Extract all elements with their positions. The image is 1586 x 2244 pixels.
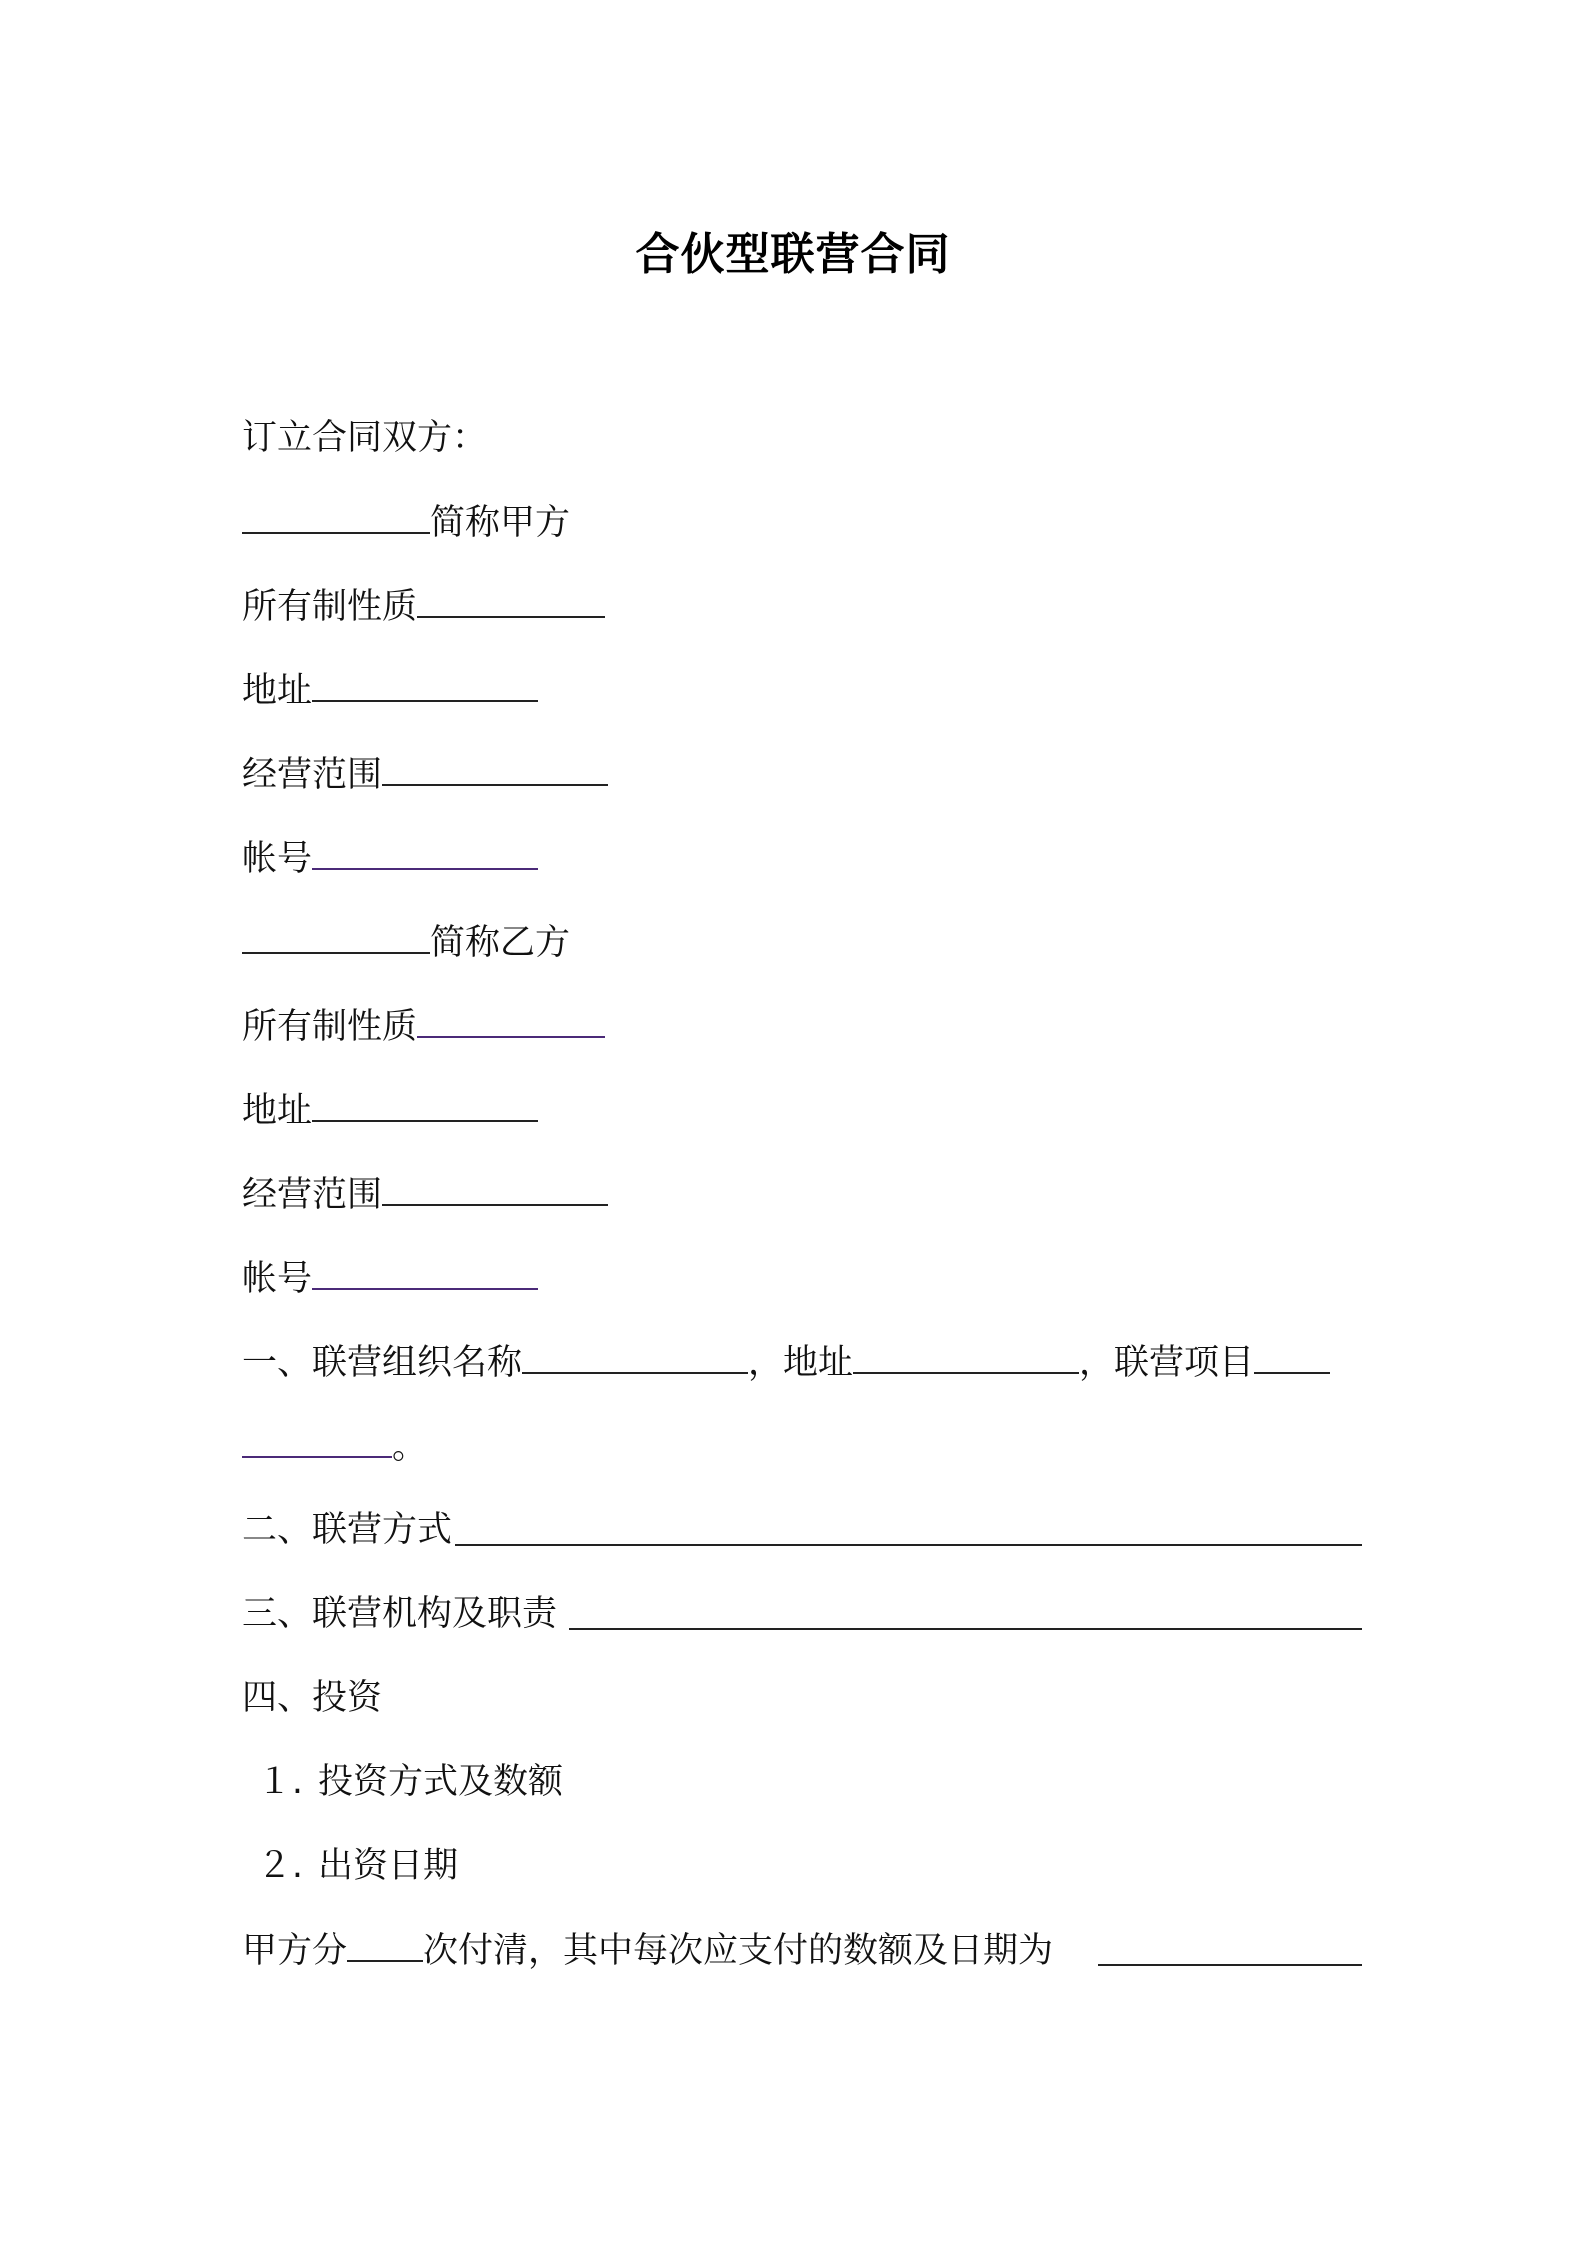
party-b-address-blank[interactable] bbox=[312, 1086, 538, 1122]
clause-4-item-1-number: １. bbox=[256, 1762, 304, 1802]
party-b-address-label: 地址 bbox=[242, 1091, 313, 1131]
clause-1-project-blank[interactable] bbox=[1254, 1338, 1330, 1374]
party-b-scope-label: 经营范围 bbox=[242, 1175, 383, 1215]
party-b-ownership-label: 所有制性质 bbox=[242, 1007, 418, 1047]
clause-4-item-2-text: 出资日期 bbox=[318, 1846, 459, 1886]
payment-schedule-blank[interactable] bbox=[1098, 1930, 1362, 1966]
clause-4-item-1-text: 投资方式及数额 bbox=[318, 1762, 564, 1802]
party-b-account-row bbox=[242, 1254, 538, 1302]
clause-4-item-2 bbox=[242, 1842, 458, 1890]
party-a-ownership-row bbox=[242, 582, 605, 630]
party-b-scope-blank[interactable] bbox=[382, 1170, 608, 1206]
party-a-ownership-blank[interactable] bbox=[417, 582, 605, 618]
clause-4-item-1 bbox=[242, 1758, 563, 1806]
clause-1-continuation-row bbox=[242, 1422, 427, 1470]
party-a-name-row bbox=[242, 498, 570, 546]
payment-prefix: 甲方分 bbox=[242, 1931, 348, 1971]
party-b-address-row bbox=[242, 1086, 538, 1134]
party-b-account-blank[interactable] bbox=[312, 1254, 538, 1290]
party-a-account-label: 帐号 bbox=[242, 839, 313, 879]
payment-row bbox=[242, 1926, 1362, 1974]
clause-1-address-blank[interactable] bbox=[853, 1338, 1079, 1374]
payment-count-blank[interactable] bbox=[347, 1926, 423, 1962]
party-b-name-row bbox=[242, 918, 570, 966]
party-b-account-label: 帐号 bbox=[242, 1259, 313, 1299]
clause-1-org-name-blank[interactable] bbox=[522, 1338, 748, 1374]
clause-1-project-blank-continued[interactable] bbox=[242, 1422, 392, 1458]
party-a-ownership-label: 所有制性质 bbox=[242, 587, 418, 627]
document-title: 合伙型联营合同 bbox=[635, 229, 951, 280]
party-b-ownership-blank[interactable] bbox=[417, 1002, 605, 1038]
party-a-address-blank[interactable] bbox=[312, 666, 538, 702]
party-a-address-label: 地址 bbox=[242, 671, 313, 711]
clause-1-project-label: ，联营项目 bbox=[1079, 1343, 1255, 1383]
party-a-account-blank[interactable] bbox=[312, 834, 538, 870]
clause-1-end: 。 bbox=[392, 1427, 428, 1467]
clause-1-address-label: ，地址 bbox=[748, 1343, 854, 1383]
party-a-address-row bbox=[242, 666, 538, 714]
payment-middle-text: 次付清，其中每次应支付的数额及日期为 bbox=[423, 1931, 1054, 1971]
clause-2-blank[interactable] bbox=[455, 1510, 1362, 1546]
clause-4-item-2-number: ２. bbox=[256, 1846, 304, 1886]
clause-1-row bbox=[242, 1338, 1360, 1386]
party-b-name-blank[interactable] bbox=[242, 918, 430, 954]
party-a-name-label: 简称甲方 bbox=[430, 503, 571, 543]
clause-3-label: 三、联营机构及职责 bbox=[242, 1594, 558, 1634]
clause-1-label: 一、联营组织名称 bbox=[242, 1343, 523, 1383]
party-b-ownership-row bbox=[242, 1002, 605, 1050]
clause-4-label: 四、投资 bbox=[242, 1678, 383, 1718]
party-a-account-row bbox=[242, 834, 538, 882]
clause-2-row bbox=[242, 1506, 1362, 1554]
clause-3-blank[interactable] bbox=[569, 1594, 1362, 1630]
clause-2-label: 二、联营方式 bbox=[242, 1510, 453, 1550]
parties-intro bbox=[242, 414, 487, 462]
party-a-scope-row bbox=[242, 750, 608, 798]
party-b-scope-row bbox=[242, 1170, 608, 1218]
parties-intro-text: 订立合同双方： bbox=[242, 418, 488, 458]
party-a-scope-blank[interactable] bbox=[382, 750, 608, 786]
party-a-name-blank[interactable] bbox=[242, 498, 430, 534]
clause-3-row bbox=[242, 1590, 1362, 1638]
party-b-name-label: 简称乙方 bbox=[430, 923, 571, 963]
clause-4-row bbox=[242, 1674, 382, 1722]
party-a-scope-label: 经营范围 bbox=[242, 755, 383, 795]
